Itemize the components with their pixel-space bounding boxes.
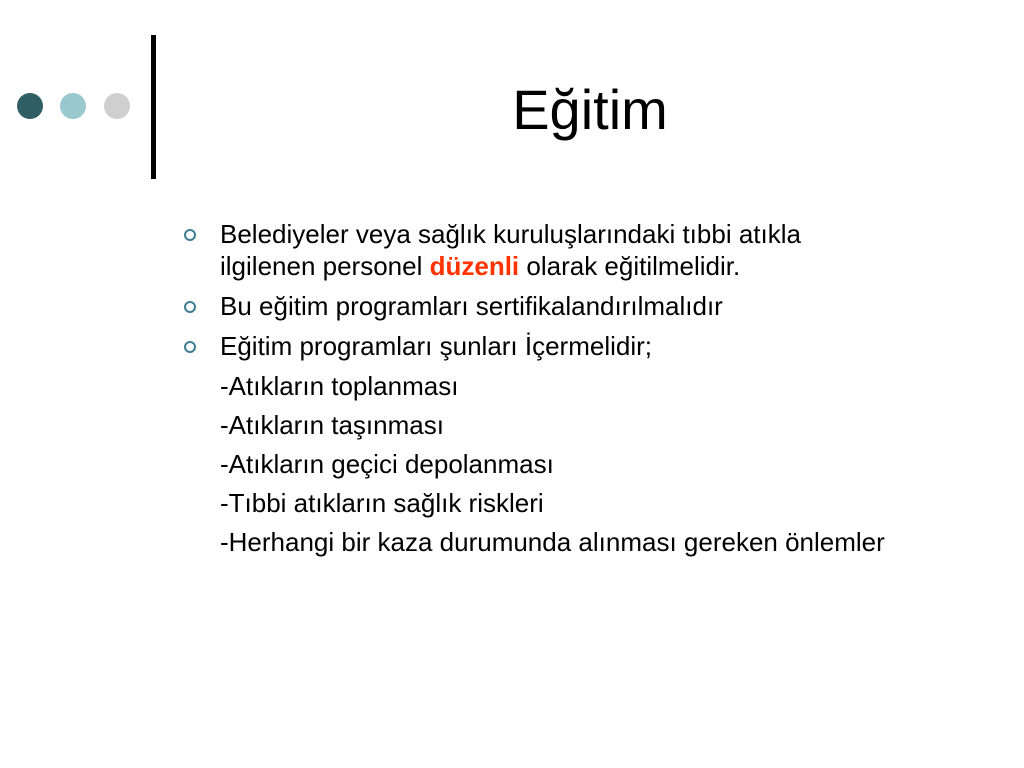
bullet-item: [180, 218, 900, 282]
sub-item: -Atıkların geçici depolanması: [220, 449, 554, 479]
gray-dot-icon: [104, 93, 130, 119]
bullet-item: [180, 290, 900, 322]
sub-item: -Herhangi bir kaza durumunda alınması gereken önlemler: [220, 527, 885, 557]
bullet-text: Belediyeler veya sağlık kuruluşlarındaki tıbbi atıkla ilgilenen personel düzenli olarak eğitilmelidir.: [220, 219, 801, 281]
bullet-icon: [184, 341, 196, 353]
dark-teal-dot-icon: [17, 93, 43, 119]
sub-item: -Atıkların taşınması: [220, 410, 444, 440]
sub-item: -Tıbbi atıkların sağlık riskleri: [220, 488, 544, 518]
emphasis-text: düzenli: [429, 251, 520, 281]
bullet-text: Bu eğitim programları sertifikalandırılmalıdır: [220, 291, 723, 321]
sub-item: -Atıkların toplanması: [220, 371, 459, 401]
bullet-icon: [184, 301, 196, 313]
bullet-text: Eğitim programları şunları İçermelidir;: [220, 331, 653, 361]
light-teal-dot-icon: [60, 93, 86, 119]
slide-body: [180, 218, 900, 565]
bullet-item: [180, 330, 900, 362]
decorative-dots: [17, 93, 133, 119]
bullet-icon: [184, 229, 196, 241]
slide-title: Eğitim: [512, 78, 668, 141]
